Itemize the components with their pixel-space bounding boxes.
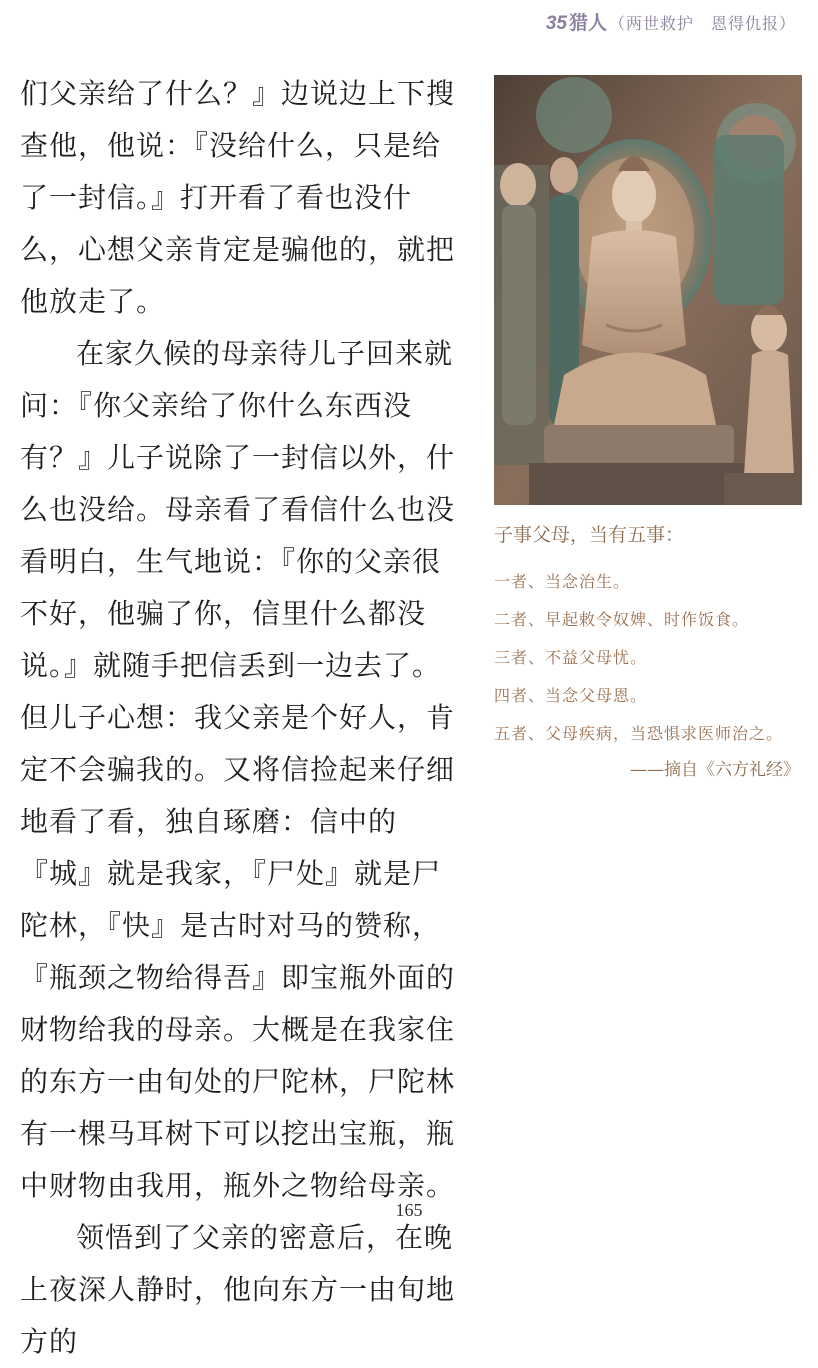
chapter-subtitle: （两世救护 恩得仇报） (608, 14, 796, 33)
sidebar-heading: 子事父母，当有五事： (494, 524, 685, 546)
sidebar-quote (494, 520, 804, 780)
list-item: 三者、不益父母忧。 (494, 648, 648, 667)
list-item: 一者、当念治生。 (494, 572, 631, 591)
sidebar-list (494, 563, 804, 753)
chapter-number: 35 (545, 13, 567, 34)
paragraph: 在家久候的母亲待儿子回来就问：『你父亲给了你什么东西没有？』儿子说除了一封信以外，什么也没给。母亲看了看信什么也没看明白，生气地说：『你的父亲很不好，他骗了你，信里什么都没说。』就随手把信丢到一边去了。但儿子心想：我父亲是个好人，肯定不会骗我的。又将信捡起来仔细地看了看，独自琢磨：信中的『城』就是我家，『尸处』就是尸陀林，『快』是古时对马的赞称，『瓶颈之物给得吾』即宝瓶外面的财物给我的母亲。大概是在我家住的东方一由旬处的尸陀林，尸陀林有一棵马耳树下可以挖出宝瓶，瓶中财物由我用，瓶外之物给母亲。 (20, 337, 456, 1202)
buddha-statue-photo (494, 75, 802, 505)
sidebar-source: ——摘自《六方礼经》 (630, 760, 800, 780)
paragraph: 领悟到了父亲的密意后，在晚上夜深人静时，他向东方一由旬地方的 (20, 1221, 456, 1358)
paragraph: 们父亲给了什么？』边说边上下搜查他，他说：『没给什么，只是给了一封信。』打开看了看也没什么，心想父亲肯定是骗他的，就把他放走了。 (20, 77, 456, 318)
list-item: 五者、父母疾病，当恐惧求医师治之。 (494, 724, 784, 743)
list-item: 二者、早起敕令奴婢、时作饭食。 (494, 610, 750, 629)
list-item: 四者、当念父母恩。 (494, 686, 648, 705)
body-text (20, 68, 462, 1368)
buddha-illustration (494, 75, 802, 505)
page-number: 165 (395, 1200, 423, 1220)
running-header (546, 8, 796, 38)
chapter-title: 猎人 (568, 12, 607, 34)
